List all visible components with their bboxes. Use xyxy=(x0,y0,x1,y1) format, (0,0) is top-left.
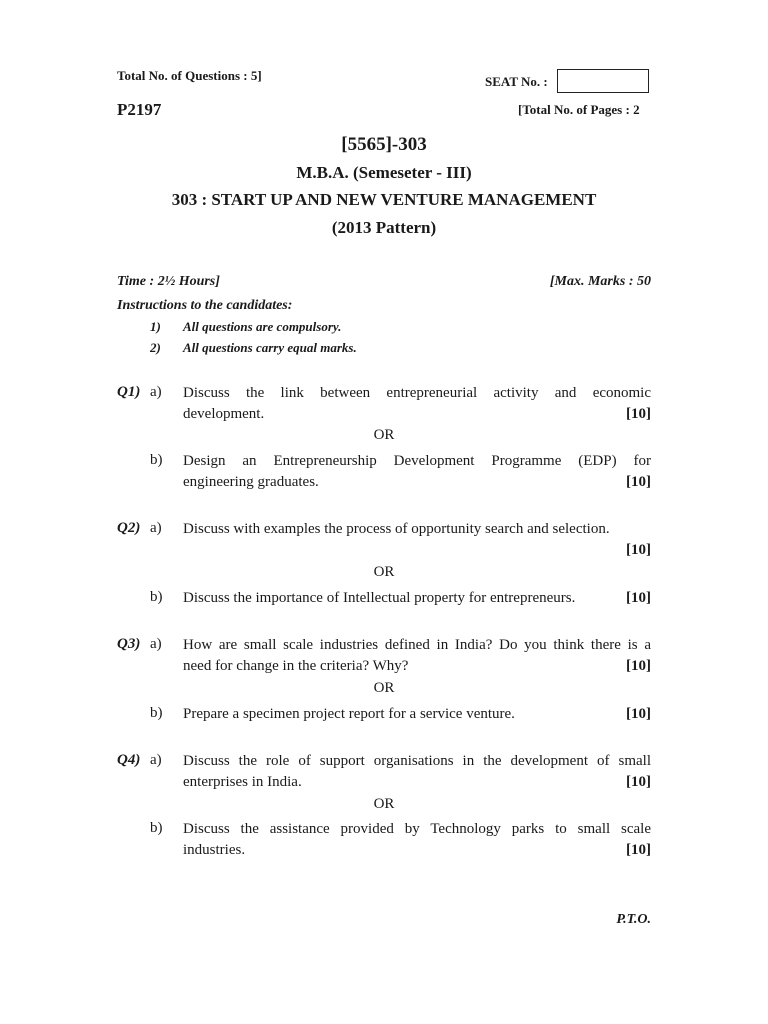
question-text xyxy=(183,819,651,861)
instruction-number: 2) xyxy=(150,340,161,355)
question-line-wrap xyxy=(183,472,651,493)
marks: [10] xyxy=(626,774,651,790)
question-line: Discuss with examples the process of opportunity search and selection. xyxy=(183,521,610,537)
or-separator: OR xyxy=(373,796,395,812)
seat-number-label: SEAT No. : xyxy=(485,74,548,89)
part-label: b) xyxy=(150,452,163,468)
question-text xyxy=(183,519,651,561)
exam-code: [5565]-303 xyxy=(341,134,427,155)
instruction-text: All questions carry equal marks. xyxy=(183,340,357,355)
seat-number-box xyxy=(557,69,649,93)
or-separator: OR xyxy=(373,680,395,696)
question-line: need for change in the criteria? Why? xyxy=(183,658,409,674)
marks: [10] xyxy=(626,406,651,422)
instructions-heading: Instructions to the candidates: xyxy=(117,298,293,313)
question-line: Design an Entrepreneurship Development Programme (EDP) for xyxy=(183,453,651,469)
question-line-wrap xyxy=(183,404,651,425)
question-line: Prepare a specimen project report for a service venture. xyxy=(183,706,515,722)
question-line: Discuss the link between entrepreneurial activity and economic xyxy=(183,385,651,401)
marks: [10] xyxy=(626,842,651,858)
part-label: a) xyxy=(150,636,162,652)
question-text xyxy=(183,588,651,609)
question-line-wrap xyxy=(183,772,651,793)
part-label: a) xyxy=(150,520,162,536)
question-line: industries. xyxy=(183,842,246,858)
question-line: Discuss the importance of Intellectual property for entrepreneurs. xyxy=(183,590,576,606)
pattern-label: (2013 Pattern) xyxy=(331,218,437,237)
question-line-wrap xyxy=(183,704,651,725)
part-label: b) xyxy=(150,705,163,721)
marks: [10] xyxy=(626,474,651,490)
question-line-wrap xyxy=(183,540,651,561)
paper-code: P2197 xyxy=(117,100,162,119)
question-number: Q4) xyxy=(117,752,141,768)
question-number: Q3) xyxy=(117,636,141,652)
or-separator: OR xyxy=(373,564,395,580)
question-line: How are small scale industries defined in India? Do you think there is a xyxy=(183,637,651,653)
question-line: engineering graduates. xyxy=(183,474,319,490)
please-turn-over: P.T.O. xyxy=(616,912,651,927)
part-label: a) xyxy=(150,384,162,400)
question-line-wrap xyxy=(183,588,651,609)
part-label: a) xyxy=(150,752,162,768)
question-text xyxy=(183,451,651,493)
marks: [10] xyxy=(626,658,651,674)
question-line: Discuss the assistance provided by Technology parks to small scale xyxy=(183,821,651,837)
question-text xyxy=(183,383,651,425)
question-line: Discuss the role of support organisations in the development of small xyxy=(183,753,651,769)
subject-title: 303 : START UP AND NEW VENTURE MANAGEMENT xyxy=(171,190,597,209)
question-number: Q1) xyxy=(117,384,141,400)
question-text xyxy=(183,751,651,793)
instruction-number: 1) xyxy=(150,319,161,334)
max-marks: [Max. Marks : 50 xyxy=(549,274,651,289)
total-pages: [Total No. of Pages : 2 xyxy=(518,102,640,117)
or-separator: OR xyxy=(373,427,395,443)
question-line-wrap xyxy=(183,840,651,861)
time-allowed: Time : 2½ Hours] xyxy=(117,274,220,289)
question-number: Q2) xyxy=(117,520,141,536)
marks: [10] xyxy=(626,542,651,558)
question-line: enterprises in India. xyxy=(183,774,302,790)
part-label: b) xyxy=(150,820,163,836)
total-questions: Total No. of Questions : 5] xyxy=(117,68,262,83)
question-line: development. xyxy=(183,406,265,422)
question-text xyxy=(183,635,651,677)
part-label: b) xyxy=(150,589,163,605)
question-line-wrap xyxy=(183,656,651,677)
marks: [10] xyxy=(626,706,651,722)
question-text xyxy=(183,704,651,725)
course-title: M.B.A. (Semeseter - III) xyxy=(296,163,472,182)
instruction-text: All questions are compulsory. xyxy=(183,319,342,334)
marks: [10] xyxy=(626,590,651,606)
